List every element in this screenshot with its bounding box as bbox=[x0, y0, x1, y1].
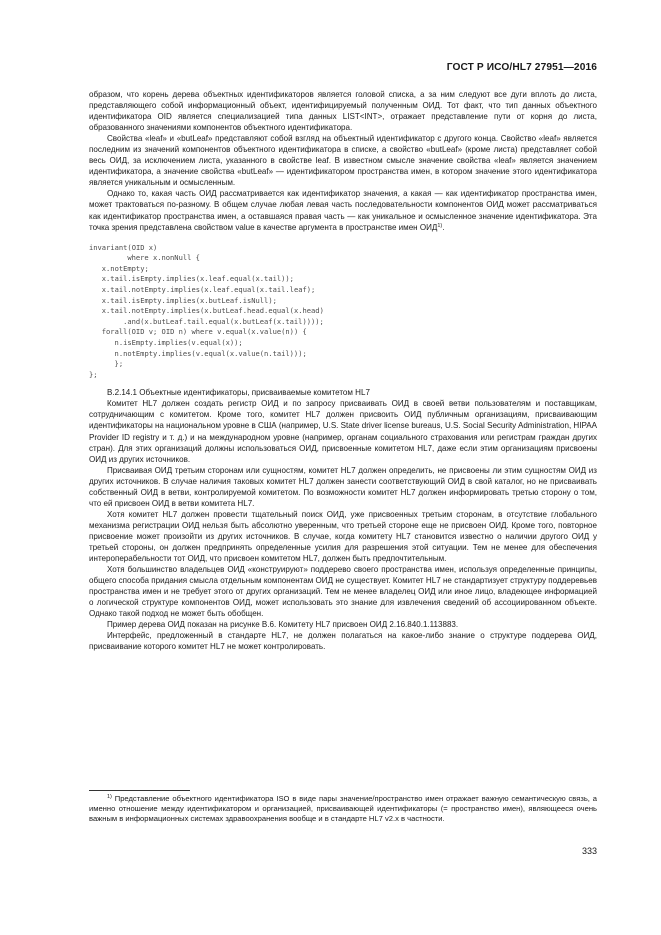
paragraph-namespace-tail: . bbox=[442, 222, 445, 232]
section-paragraph-4: Хотя большинство владельцев ОИД «конструируют» поддерево своего пространства имен, используя определенные принципы, общего способа придания смысла отдельным компонентам ОИД не существует. Комитет HL7 не стандартизует структуру поддеревьев пространства имен и не требует этого от других организаций. Тем не менее владелец ОИД или иное лицо, владеющее информацией о логической структуре компонентов ОИД, может использовать это знание для извлечения сведений об ассоциированном объекте. Однако такой подход не может быть обобщен. bbox=[89, 565, 597, 619]
paragraph-namespace-text: Однако то, какая часть ОИД рассматривается как идентификатор значения, а какая — как идентификатор пространства имен, может трактоваться по-разному. В общем случае любая левая часть последовательности компонентов ОИД может рассматриваться как идентификатор пространства имен, а оставшаяся правая часть — как уникальное и осмысленное значение идентификатора. Эта точка зрения представлена свойством value в качестве аргумента в пространстве имен ОИД bbox=[89, 189, 597, 232]
code-line: n.notEmpty.implies(v.equal(x.value(n.tail))); bbox=[114, 348, 307, 358]
paragraph-intro: образом, что корень дерева объектных идентификаторов является головой списка, а за ним следуют все дуги вплоть до листа, представляющего собой информационный объект, идентифицируемый полученным ОИД. Тот факт, что тип данных объектного идентификатора OID является специализацией типа данных LIST<INT>, отражает представление пути от корня до листа, образованного значениями компонентов объектного идентификатора. bbox=[89, 90, 597, 133]
section-paragraph-2: Присваивая ОИД третьим сторонам или сущностям, комитет HL7 должен определить, не присвоены ли этим сущностям ОИД из других источников. В случае наличия таковых комитет HL7 должен занести соответствующий ОИД в свой каталог, но не присваивать собственный ОИД в ветви, контролируемой комитетом. По возможности комитет HL7 должен информировать третью сторону о том, что ей присвоен ОИД в ветви комитета HL7. bbox=[89, 465, 597, 508]
footnote-marker: 1) bbox=[107, 794, 112, 800]
section-paragraph-3: Хотя комитет HL7 должен провести тщательный поиск ОИД, уже присвоенных третьим сторонам, в отсутствие глобального механизма регистрации ОИД нельзя быть абсолютно уверенным, что третьей стороне еще не присвоен ОИД. Кроме того, повторное присвоение может произойти из других источников. В случае, когда комитету HL7 становится известно о наличии другого ОИД у третьей стороны, он должен предпринять определенные усилия для разрешения этой ситуации. Тем не менее для обеспечения интероперабельности тот ОИД, что присвоен комитетом HL7, должен быть предпочтительным. bbox=[89, 509, 597, 564]
section-heading: B.2.14.1 Объектные идентификаторы, присваиваемые комитетом HL7 bbox=[107, 388, 370, 398]
code-line: n.isEmpty.implies(v.equal(x)); bbox=[114, 337, 243, 347]
code-line: x.tail.notEmpty.implies(x.leaf.equal(x.tail.leaf); bbox=[101, 284, 316, 294]
main-content bbox=[89, 89, 597, 652]
page-number: 333 bbox=[581, 846, 597, 856]
code-line: forall(OID v; OID n) where v.equal(x.value(n)) { bbox=[101, 327, 307, 337]
section-paragraph-1: Комитет HL7 должен создать регистр ОИД и по запросу присваивать ОИД в своей ветви пользователям и поставщикам, сотрудничающим с комитетом. Кроме того, комитет HL7 должен присвоить ОИД публичным организациям, присваивающим идентификаторы на национальном уровне в США (например, U.S. State driver license bureaus, U.S. Social Security Administration, HIPAA Provider ID registry и т. д.) и на международном уровне (например, органам социального страхования или регистрам граждан других стран). Для этих организаций должны использоваться ОИД, присвоенные комитетом HL7, даже если этим организациям присвоены ОИД из других источников. bbox=[89, 399, 597, 464]
code-line: .and(x.butLeaf.tail.equal(x.butLeaf(x.tail)))); bbox=[123, 316, 324, 326]
section-paragraph-5: Пример дерева ОИД показан на рисунке B.6. Комитету HL7 присвоен ОИД 2.16.840.1.113883. bbox=[107, 620, 459, 630]
code-line: invariant(OID x) bbox=[89, 242, 158, 252]
code-line: where x.nonNull { bbox=[127, 253, 200, 263]
code-line: }; bbox=[114, 359, 124, 369]
code-line: }; bbox=[89, 369, 98, 379]
code-line: x.tail.isEmpty.implies(x.leaf.equal(x.tail)); bbox=[101, 274, 294, 284]
section-paragraph-6: Интерфейс, предложенный в стандарте HL7, не должен полагаться на какое-либо знание о структуре поддерева ОИД, присваивание которого комитет HL7 не может контролировать. bbox=[89, 631, 597, 652]
code-line: x.notEmpty; bbox=[101, 263, 149, 273]
footnote-divider bbox=[89, 790, 190, 791]
document-header: ГОСТ Р ИСО/HL7 27951—2016 bbox=[446, 62, 597, 73]
footnote bbox=[89, 794, 597, 824]
code-listing bbox=[89, 243, 597, 381]
code-line: x.tail.isEmpty.implies(x.butLeaf.isNull); bbox=[101, 295, 277, 305]
paragraph-namespace bbox=[89, 188, 597, 232]
paragraph-leaf-butleaf: Свойства «leaf» и «butLeaf» представляют собой взгляд на объектный идентификатор с другого конца. Свойство «leaf» является последним из значений компонентов объектного идентификатора в списке, а свойство «butLeaf» (кроме листа) представляет собой весь ОИД, за исключением листа, указанного в свойстве leaf. В известном смысле значение свойства «leaf» является значением идентификатора, а значение свойства «butLeaf» — идентификатором пространства имен, в котором значение этого идентификатора является уникальным и осмысленным. bbox=[89, 134, 597, 188]
footnote-reference: 1) bbox=[437, 222, 443, 229]
code-line: x.tail.notEmpty.implies(x.butLeaf.head.equal(x.head) bbox=[101, 306, 324, 316]
footnote-text: Представление объектного идентификатора ISO в виде пары значение/пространство имен отражает важную семантическую связь, а именно отношение между идентификатором и организацией, присваивающей идентификаторы (= пространство имен), являющееся очень важным в информационных системах здравоохранения вообще и в стандарте HL7 v2.x в частности. bbox=[89, 794, 597, 824]
